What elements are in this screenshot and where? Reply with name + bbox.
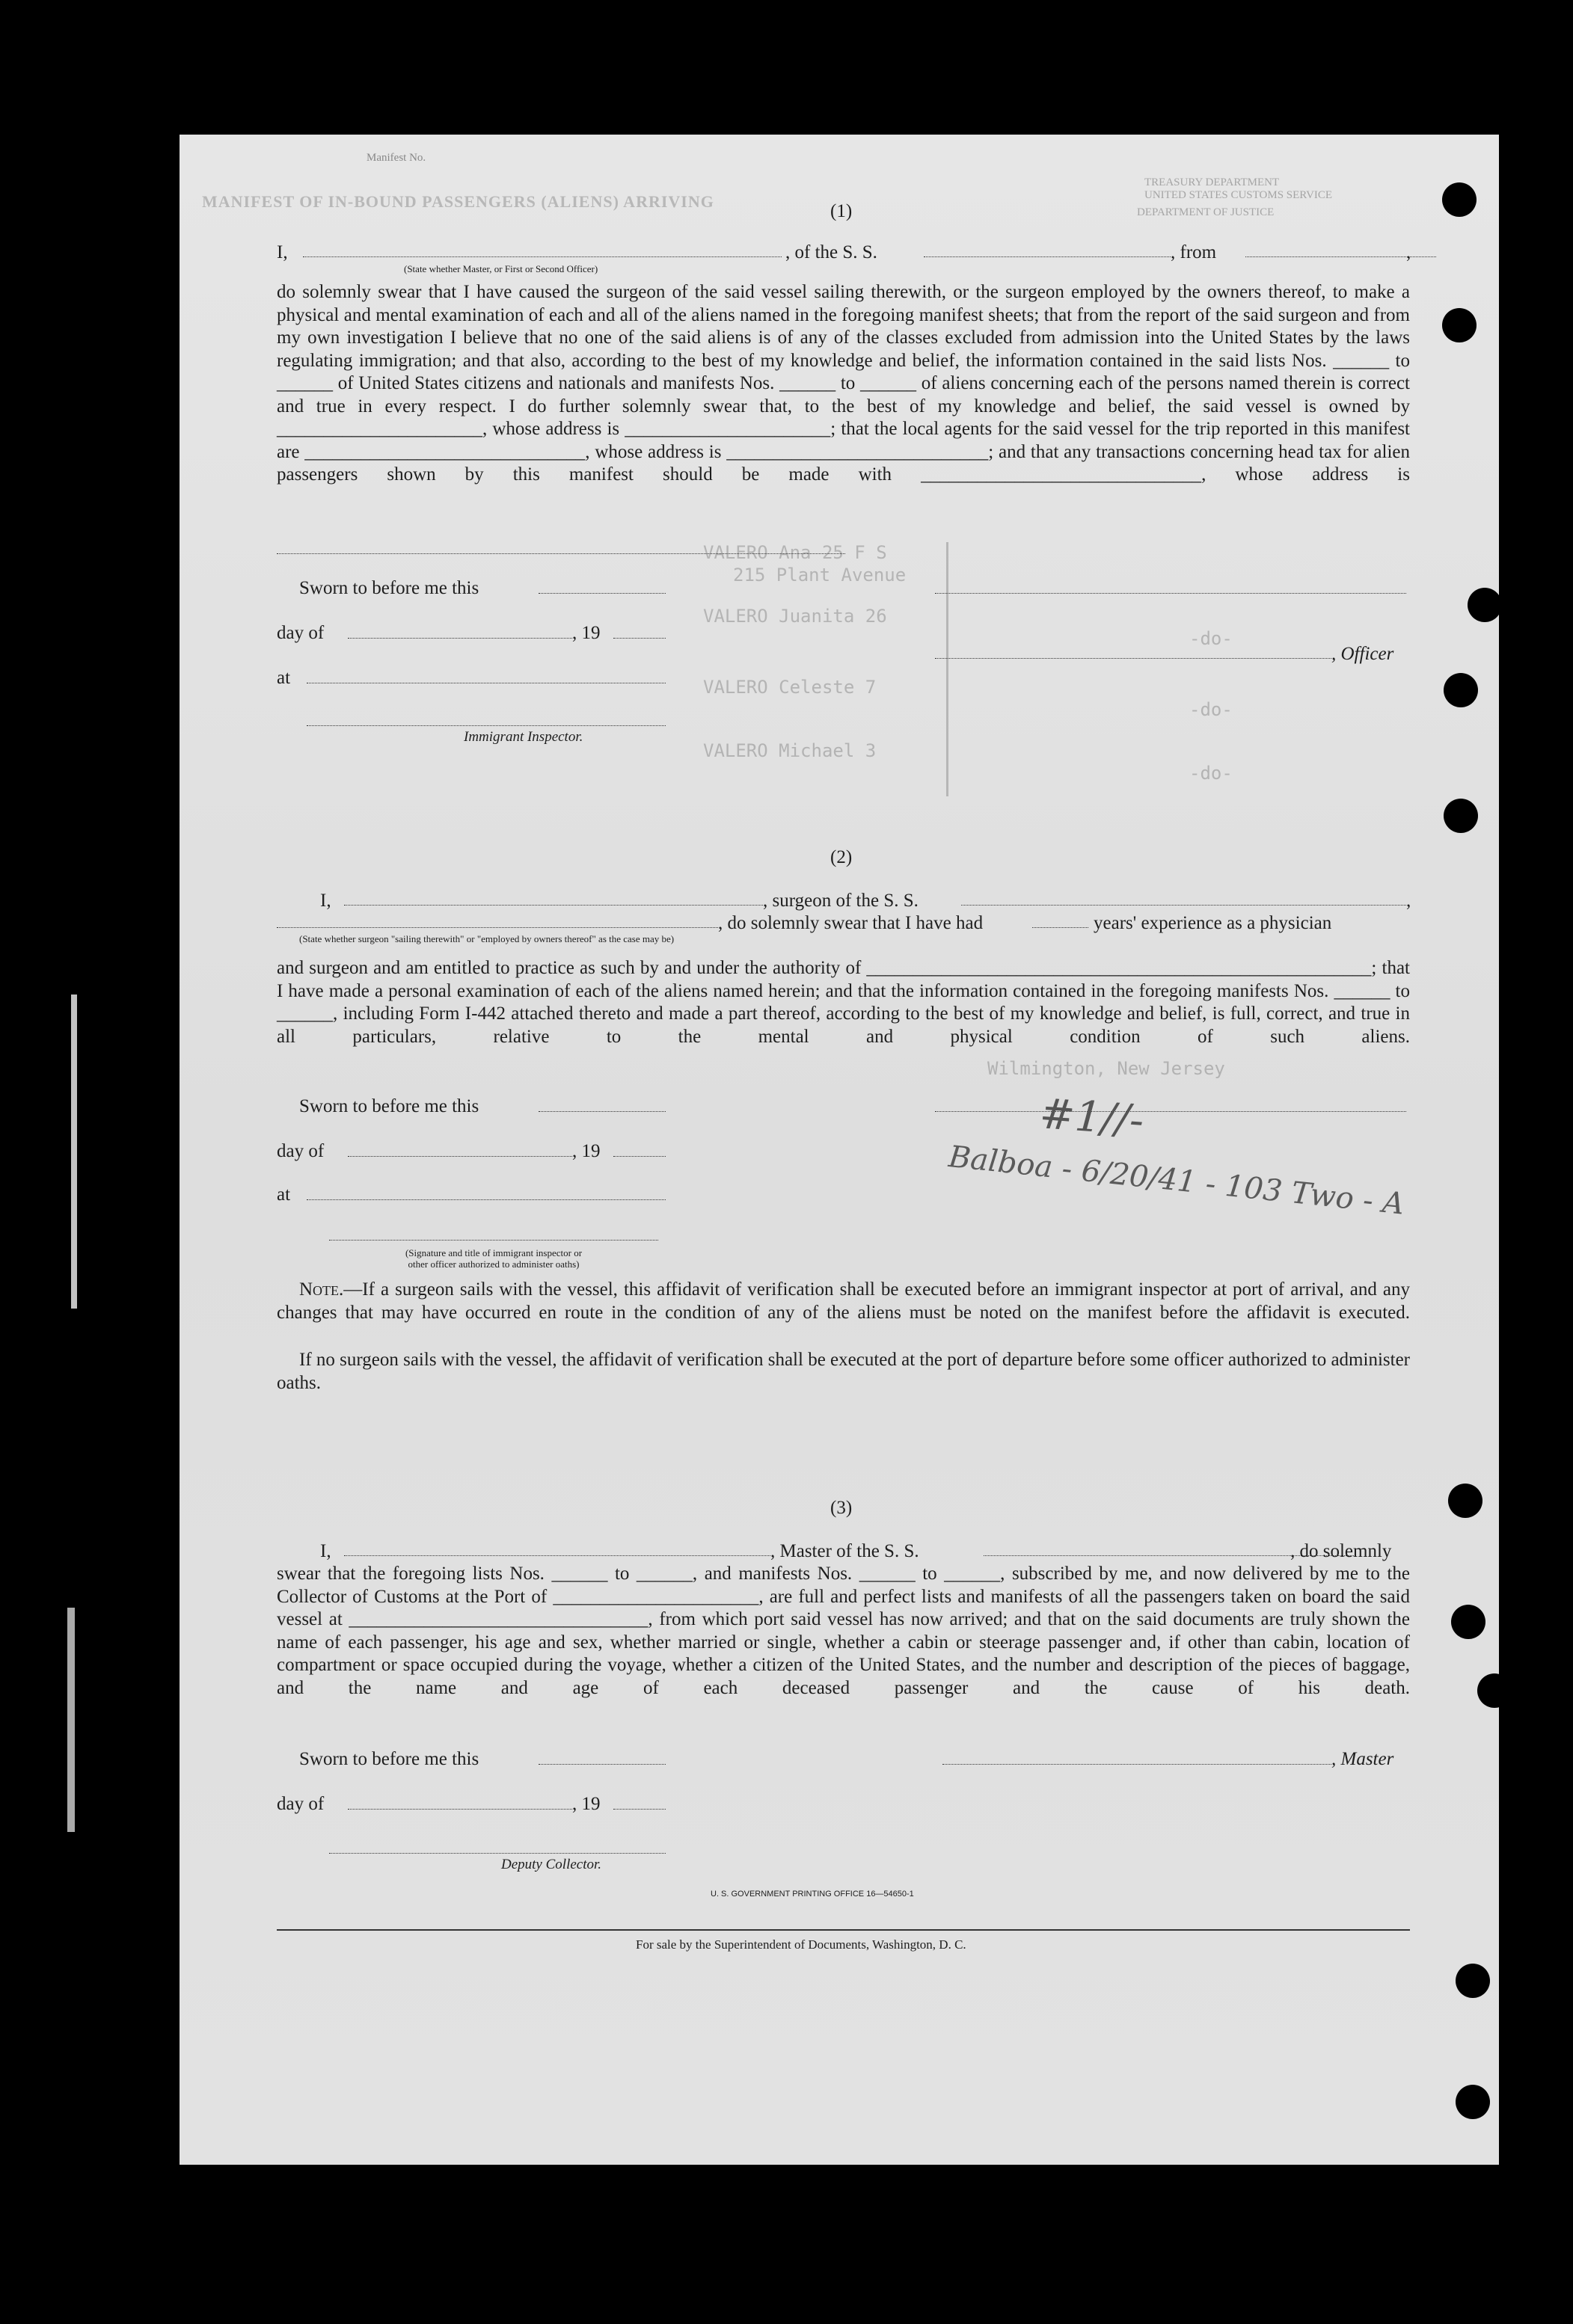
master-label: , Master [1331, 1749, 1394, 1769]
punch-hole [1444, 799, 1478, 833]
blank-field [961, 905, 1406, 906]
gpo-imprint: U. S. GOVERNMENT PRINTING OFFICE 16—54650-1 [711, 1890, 914, 1899]
field-caption: (State whether Master, or First or Second Officer) [404, 263, 598, 274]
punch-hole [1442, 308, 1477, 342]
blank-field [277, 927, 718, 928]
blank-field [613, 1809, 666, 1810]
section1-i-label: I, [277, 242, 288, 262]
blank-field [539, 1764, 666, 1765]
bleed-row: Wilmington, New Jersey [987, 1058, 1225, 1079]
signature-line [935, 1111, 1406, 1112]
header-right-stamp-2: UNITED STATES CUSTOMS SERVICE [1144, 189, 1333, 201]
bleed-row: VALERO Ana 25 F S [703, 542, 887, 563]
section3-i-label: I, [320, 1541, 331, 1561]
blank-field [307, 1199, 666, 1200]
note-text [277, 1279, 1410, 1324]
section2-swear: , do solemnly swear that I have had [718, 913, 984, 933]
year-label: , 19 [572, 1794, 601, 1814]
signature-line [935, 593, 1406, 594]
header-right-stamp-1: TREASURY DEPARTMENT [1144, 176, 1280, 188]
section1-from: , from [1171, 242, 1217, 262]
section3-solemnly: , do solemnly [1290, 1541, 1392, 1561]
section1-oath-text: do solemnly swear that I have caused the surgeon of the said vessel sailing therewith, or the surgeon employed by the owners thereof, to make a physical and mental examination of each and all of the aliens named in the foregoing manifest sheets; that from the report of the said surgeon and from my own investigation I believe that no one of the said aliens is of any of the classes excluded from admission into the United States by the laws regulating immigration; and that also, according to the best of my knowledge and belief, the information contained in the said lists Nos. ______ to ______ of United States citizens and nationals and manifests Nos. ______ to ______ of aliens concerning each of the persons named therein is correct and true in every respect. I do further solemnly swear that, to the best of my knowledge and belief, the said vessel is owned by ______________________, whose address is ______________________; that the local agents for the said vessel for the trip reported in this manifest are ______________________________, whose address is ____________________________; and that any transactions concerning head tax for alien passengers shown by this manifest should be made with ______________________________, whose address is [277, 282, 1410, 485]
blank-field [924, 256, 1171, 257]
header-left-stamp: Manifest No. [367, 152, 426, 164]
sale-notice: For sale by the Superintendent of Documents, Washington, D. C. [636, 1937, 966, 1952]
signature-caption: other officer authorized to administer oaths) [408, 1258, 580, 1270]
punch-hole [1451, 1605, 1485, 1639]
signature-line [942, 1764, 1331, 1765]
bleed-row: VALERO Juanita 26 [703, 606, 887, 627]
punch-hole [1444, 673, 1478, 707]
blank-field [348, 638, 572, 639]
sworn-label: Sworn to before me this [299, 1749, 479, 1769]
signature-line [307, 725, 666, 726]
punch-hole [1468, 588, 1502, 622]
blank-field [1032, 927, 1088, 928]
binding-mark [71, 995, 77, 1309]
deputy-label: Deputy Collector. [501, 1857, 602, 1872]
note-label: Note. [299, 1279, 344, 1300]
handwritten-note: #1//- [1037, 1089, 1146, 1146]
blank-field [344, 905, 763, 906]
form-page [180, 135, 1499, 2165]
year-label: , 19 [572, 623, 601, 643]
inspector-label: Immigrant Inspector. [464, 729, 583, 745]
at-label: at [277, 668, 291, 688]
section2-years: years' experience as a physician [1094, 913, 1332, 933]
section-number: (2) [830, 847, 853, 867]
footer-rule [277, 1929, 1410, 1931]
at-label: at [277, 1184, 291, 1205]
header-right-stamp-3: DEPARTMENT OF JUSTICE [1137, 206, 1275, 218]
sworn-label: Sworn to before me this [299, 578, 479, 598]
handwritten-note: Balboa - 6/20/41 - 103 Two - A [947, 1140, 1406, 1222]
day-of-label: day of [277, 1141, 325, 1161]
day-of-label: day of [277, 623, 325, 643]
blank-field [539, 593, 666, 594]
section-number: (1) [830, 201, 853, 221]
section2-comma: , [1406, 891, 1411, 911]
section2-surgeon-ss: , surgeon of the S. S. [763, 891, 919, 911]
signature-line [329, 1853, 666, 1854]
blank-field [348, 1156, 572, 1157]
bleed-row: VALERO Michael 3 [703, 740, 877, 761]
note-text-2: If no surgeon sails with the vessel, the affidavit of verification shall be executed at the port of departure before some officer authorized to administer oaths. [277, 1350, 1410, 1393]
year-label: , 19 [572, 1141, 601, 1161]
day-of-label: day of [277, 1794, 325, 1814]
note-body: —If a surgeon sails with the vessel, this affidavit of verification shall be executed before an immigrant inspector at port of arrival, and any changes that may have occurred en route in the condition of any of the aliens must be noted on the manifest before the affidavit is executed. [277, 1279, 1410, 1323]
binding-mark [67, 1608, 75, 1832]
section2-i-label: I, [320, 891, 331, 911]
officer-label: , Officer [1331, 644, 1394, 664]
bleed-row: -do- [1189, 699, 1233, 720]
section2-oath-text: and surgeon and am entitled to practice as such by and under the authority of ______________________________________________________; that I have made a personal examination of each of the aliens named herein; and that the information contained in the foregoing manifests Nos. ______ to ______, including Form I-442 attached thereto and made a part thereof, according to the best of my knowledge and belief, is full, correct, and true in all particulars, relative to the mental and physical condition of such aliens. [277, 958, 1410, 1047]
punch-hole [1477, 1673, 1512, 1708]
bleed-bracket [946, 542, 948, 796]
section3-oath-text: swear that the foregoing lists Nos. ______ to ______, and manifests Nos. ______ to ______, subscribed by me, and now delivered by me to the Collector of Customs at the Port of ______________________, are full and perfect lists and manifests of all the passengers taken on board the said vessel at ________________________________, from which port said vessel has now arrived; and that on the said documents are truly shown the name of each passenger, his age and sex, whether married or single, whether a cabin or steerage passenger and, if other than cabin, location of compartment or space occupied during the voyage, whether a citizen of the United States, and the number and description of the pieces of baggage, and the name and age of each deceased passenger and the cause of his death. [277, 1564, 1410, 1698]
blank-field [277, 553, 845, 554]
bleed-row: 215 Plant Avenue [733, 565, 907, 585]
blank-field [613, 638, 666, 639]
sworn-label: Sworn to before me this [299, 1096, 479, 1116]
section1-of-ss: , of the S. S. [785, 242, 877, 262]
blank-field [303, 256, 782, 257]
field-caption: (State whether surgeon "sailing therewith" or "employed by owners thereof" as the case may be) [299, 933, 675, 944]
section1-comma: , [1406, 242, 1411, 262]
punch-hole [1456, 2085, 1490, 2119]
bleed-row: -do- [1189, 628, 1233, 649]
bleed-row: -do- [1189, 763, 1233, 784]
blank-field [613, 1156, 666, 1157]
punch-hole [1442, 182, 1477, 217]
blank-field [539, 1111, 666, 1112]
header-title: MANIFEST OF IN-BOUND PASSENGERS (ALIENS) ARRIVING [202, 192, 714, 211]
blank-field [344, 1555, 770, 1556]
punch-hole [1456, 1964, 1490, 1998]
bleed-row: VALERO Celeste 7 [703, 677, 877, 698]
signature-line [329, 1240, 658, 1241]
blank-field [348, 1809, 572, 1810]
signature-caption: (Signature and title of immigrant inspector or [405, 1247, 583, 1258]
section3-master-ss: , Master of the S. S. [770, 1541, 919, 1561]
signature-line [935, 658, 1331, 659]
punch-hole [1448, 1484, 1482, 1518]
section-number: (3) [830, 1498, 853, 1518]
